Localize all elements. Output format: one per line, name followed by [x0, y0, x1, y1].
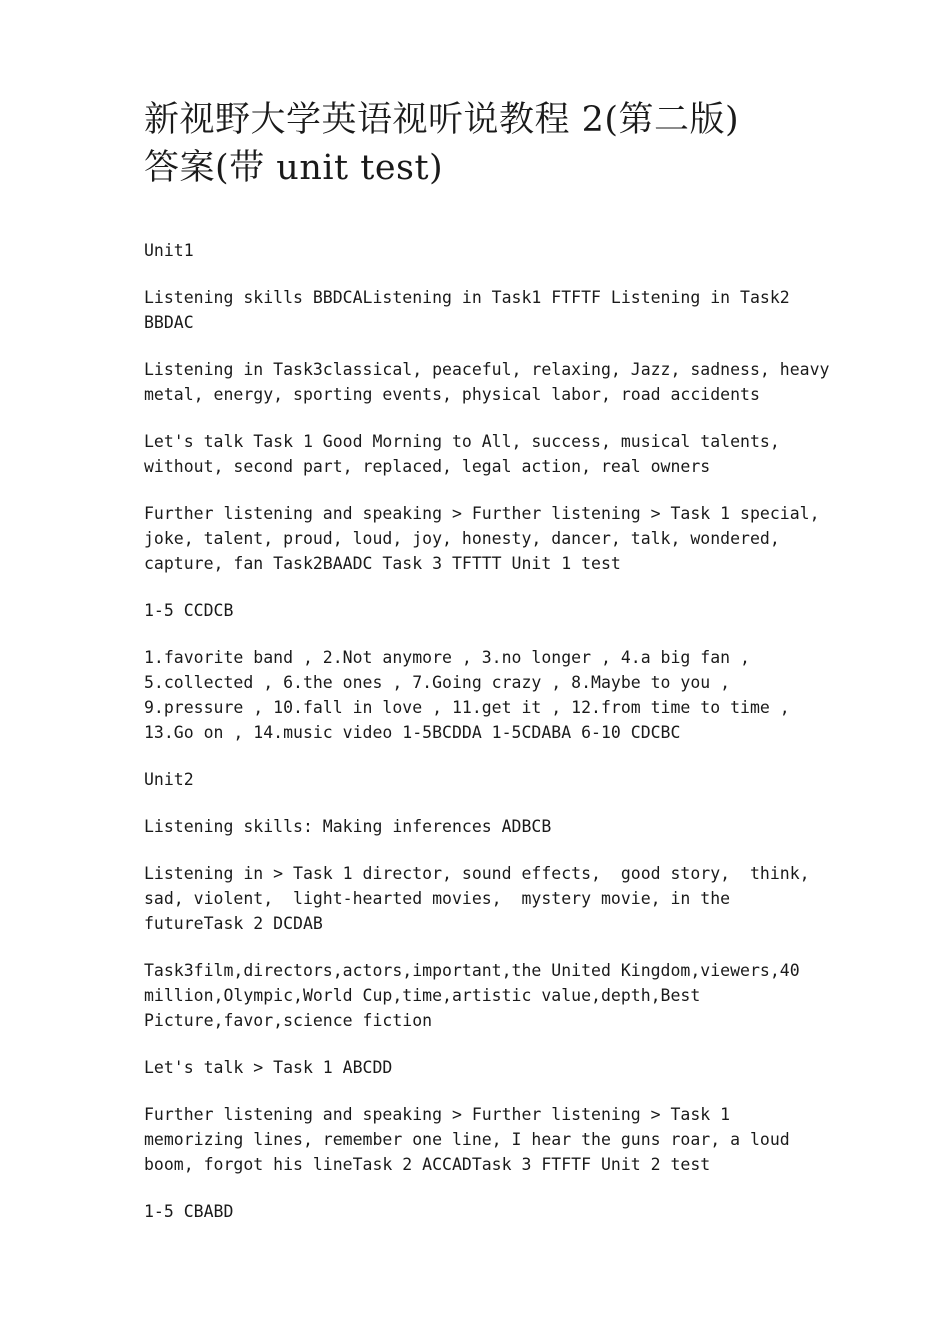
paragraph-further-listening: [144, 501, 824, 576]
paragraph-task3-2: [144, 958, 824, 1033]
text-line: metal, energy, sporting events, physical labor, road accidents: [144, 385, 760, 404]
text-line: 1-5 CBABD: [144, 1202, 234, 1221]
text-line: Listening skills: Making inferences ADBCB: [144, 817, 552, 836]
paragraph-listening-task3: [144, 357, 830, 407]
paragraph-test-answers: [144, 598, 824, 623]
paragraph-listening-in-2: [144, 861, 824, 936]
text-line: Task3film,directors,actors,important,the United Kingdom,viewers,40: [144, 961, 800, 980]
text-line: 5.collected , 6.the ones , 7.Going crazy , 8.Maybe to you ,: [144, 673, 731, 692]
text-line: Let's talk > Task 1 ABCDD: [144, 1058, 393, 1077]
paragraph-lets-talk: [144, 429, 824, 479]
text-line: million,Olympic,World Cup,time,artistic value,depth,Best: [144, 986, 701, 1005]
text-line: without, second part, replaced, legal action, real owners: [144, 457, 711, 476]
text-line: memorizing lines, remember one line, I hear the guns roar, a loud: [144, 1130, 790, 1149]
text-line: Further listening and speaking > Further listening > Task 1 special,: [144, 504, 820, 523]
text-line: Unit2: [144, 770, 194, 789]
text-line: 13.Go on , 14.music video 1-5BCDDA 1-5CDABA 6-10 CDCBC: [144, 723, 681, 742]
text-line: Let's talk Task 1 Good Morning to All, success, musical talents,: [144, 432, 780, 451]
text-line: capture, fan Task2BAADC Task 3 TFTTT Unit 1 test: [144, 554, 621, 573]
text-line: Further listening and speaking > Further listening > Task 1: [144, 1105, 731, 1124]
text-line: BBDAC: [144, 313, 194, 332]
document-body: [144, 238, 830, 1224]
title-line: 答案(带 unit test): [144, 148, 444, 188]
paragraph-test-answers-2: [144, 1199, 824, 1224]
text-line: futureTask 2 DCDAB: [144, 914, 323, 933]
text-line: 1.favorite band , 2.Not anymore , 3.no longer , 4.a big fan ,: [144, 648, 750, 667]
text-line: Listening in > Task 1 director, sound effects, good story, think,: [144, 864, 810, 883]
text-line: Picture,favor,science fiction: [144, 1011, 433, 1030]
text-line: boom, forgot his lineTask 2 ACCADTask 3 FTFTF Unit 2 test: [144, 1155, 711, 1174]
text-line: Unit1: [144, 241, 194, 260]
text-line: joke, talent, proud, loud, joy, honesty, dancer, talk, wondered,: [144, 529, 780, 548]
paragraph-listening-skills-2: [144, 814, 824, 839]
document-page: [144, 96, 830, 1246]
paragraph-unit2-heading: [144, 767, 824, 792]
paragraph-lets-talk-2: [144, 1055, 824, 1080]
paragraph-listening-skills: [144, 285, 824, 335]
text-line: Listening skills BBDCAListening in Task1 FTFTF Listening in Task2: [144, 288, 790, 307]
paragraph-test-phrases: [144, 645, 824, 745]
text-line: 1-5 CCDCB: [144, 601, 234, 620]
text-line: Listening in Task3classical, peaceful, relaxing, Jazz, sadness, heavy: [144, 360, 830, 379]
paragraph-unit1-heading: [144, 238, 824, 263]
text-line: 9.pressure , 10.fall in love , 11.get it , 12.from time to time ,: [144, 698, 790, 717]
paragraph-further-listening-2: [144, 1102, 824, 1177]
title-line: 新视野大学英语视听说教程 2(第二版): [144, 100, 740, 140]
document-title: [144, 96, 824, 192]
text-line: sad, violent, light-hearted movies, mystery movie, in the: [144, 889, 731, 908]
